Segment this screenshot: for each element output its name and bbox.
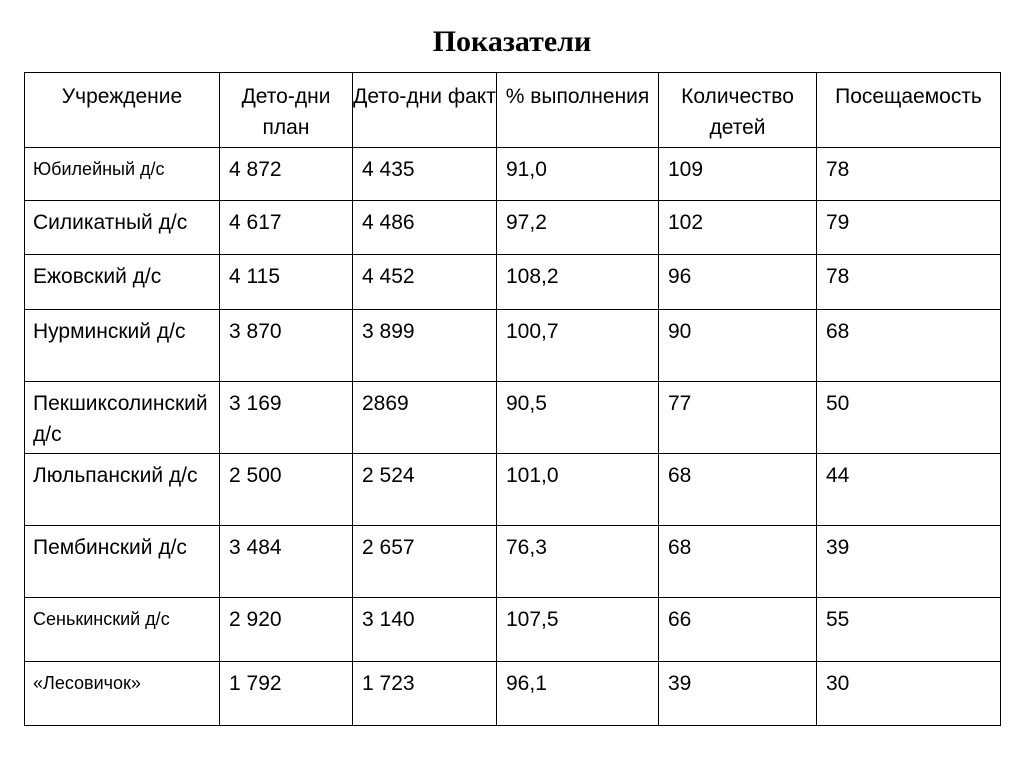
cell-attendance: 55 — [817, 598, 1001, 662]
cell-plan-days: 4 872 — [220, 148, 353, 201]
cell-children-count: 90 — [659, 310, 817, 382]
cell-completion-percent: 101,0 — [497, 454, 659, 526]
cell-children-count: 68 — [659, 454, 817, 526]
cell-attendance: 68 — [817, 310, 1001, 382]
cell-plan-days: 4 617 — [220, 201, 353, 255]
cell-institution: Сенькинский д/с — [25, 598, 220, 662]
cell-institution: Пембинский д/с — [25, 526, 220, 598]
page-title: Показатели — [432, 25, 592, 58]
cell-fact-days: 4 452 — [353, 255, 497, 310]
table-row — [25, 662, 1001, 726]
table-header-row — [25, 73, 1001, 148]
cell-institution: Пекшиксолинский д/с — [25, 382, 220, 454]
cell-children-count: 102 — [659, 201, 817, 255]
cell-children-count: 39 — [659, 662, 817, 726]
cell-plan-days: 3 484 — [220, 526, 353, 598]
cell-children-count: 109 — [659, 148, 817, 201]
cell-fact-days: 2869 — [353, 382, 497, 454]
header-completion-percent: % выполнения — [497, 73, 659, 148]
cell-attendance: 44 — [817, 454, 1001, 526]
cell-attendance: 39 — [817, 526, 1001, 598]
table-row — [25, 598, 1001, 662]
header-plan-days: Дето-дни план — [220, 73, 353, 148]
cell-completion-percent: 90,5 — [497, 382, 659, 454]
cell-attendance: 78 — [817, 148, 1001, 201]
cell-children-count: 68 — [659, 526, 817, 598]
cell-attendance: 50 — [817, 382, 1001, 454]
cell-plan-days: 4 115 — [220, 255, 353, 310]
cell-children-count: 77 — [659, 382, 817, 454]
table-row — [25, 201, 1001, 255]
cell-institution: Люльпанский д/с — [25, 454, 220, 526]
cell-completion-percent: 108,2 — [497, 255, 659, 310]
cell-fact-days: 1 723 — [353, 662, 497, 726]
cell-fact-days: 4 486 — [353, 201, 497, 255]
table-row — [25, 526, 1001, 598]
table-row — [25, 454, 1001, 526]
table-row — [25, 310, 1001, 382]
indicators-table — [24, 72, 1001, 726]
cell-completion-percent: 91,0 — [497, 148, 659, 201]
cell-children-count: 96 — [659, 255, 817, 310]
cell-institution: Нурминский д/с — [25, 310, 220, 382]
cell-institution: Юбилейный д/с — [25, 148, 220, 201]
header-attendance: Посещаемость — [817, 73, 1001, 148]
cell-attendance: 78 — [817, 255, 1001, 310]
cell-completion-percent: 100,7 — [497, 310, 659, 382]
header-fact-days: Дето-дни факт — [353, 73, 497, 148]
cell-fact-days: 4 435 — [353, 148, 497, 201]
cell-fact-days: 3 140 — [353, 598, 497, 662]
cell-institution: Силикатный д/с — [25, 201, 220, 255]
cell-plan-days: 3 870 — [220, 310, 353, 382]
cell-plan-days: 3 169 — [220, 382, 353, 454]
cell-plan-days: 2 500 — [220, 454, 353, 526]
header-institution: Учреждение — [25, 73, 220, 148]
table-row — [25, 148, 1001, 201]
table-row — [25, 255, 1001, 310]
cell-attendance: 30 — [817, 662, 1001, 726]
header-children-count: Количество детей — [659, 73, 817, 148]
cell-fact-days: 2 657 — [353, 526, 497, 598]
table-row — [25, 382, 1001, 454]
cell-plan-days: 1 792 — [220, 662, 353, 726]
cell-children-count: 66 — [659, 598, 817, 662]
cell-institution: Ежовский д/с — [25, 255, 220, 310]
cell-plan-days: 2 920 — [220, 598, 353, 662]
cell-fact-days: 2 524 — [353, 454, 497, 526]
cell-completion-percent: 76,3 — [497, 526, 659, 598]
cell-institution: «Лесовичок» — [25, 662, 220, 726]
cell-fact-days: 3 899 — [353, 310, 497, 382]
cell-attendance: 79 — [817, 201, 1001, 255]
cell-completion-percent: 96,1 — [497, 662, 659, 726]
cell-completion-percent: 107,5 — [497, 598, 659, 662]
cell-completion-percent: 97,2 — [497, 201, 659, 255]
